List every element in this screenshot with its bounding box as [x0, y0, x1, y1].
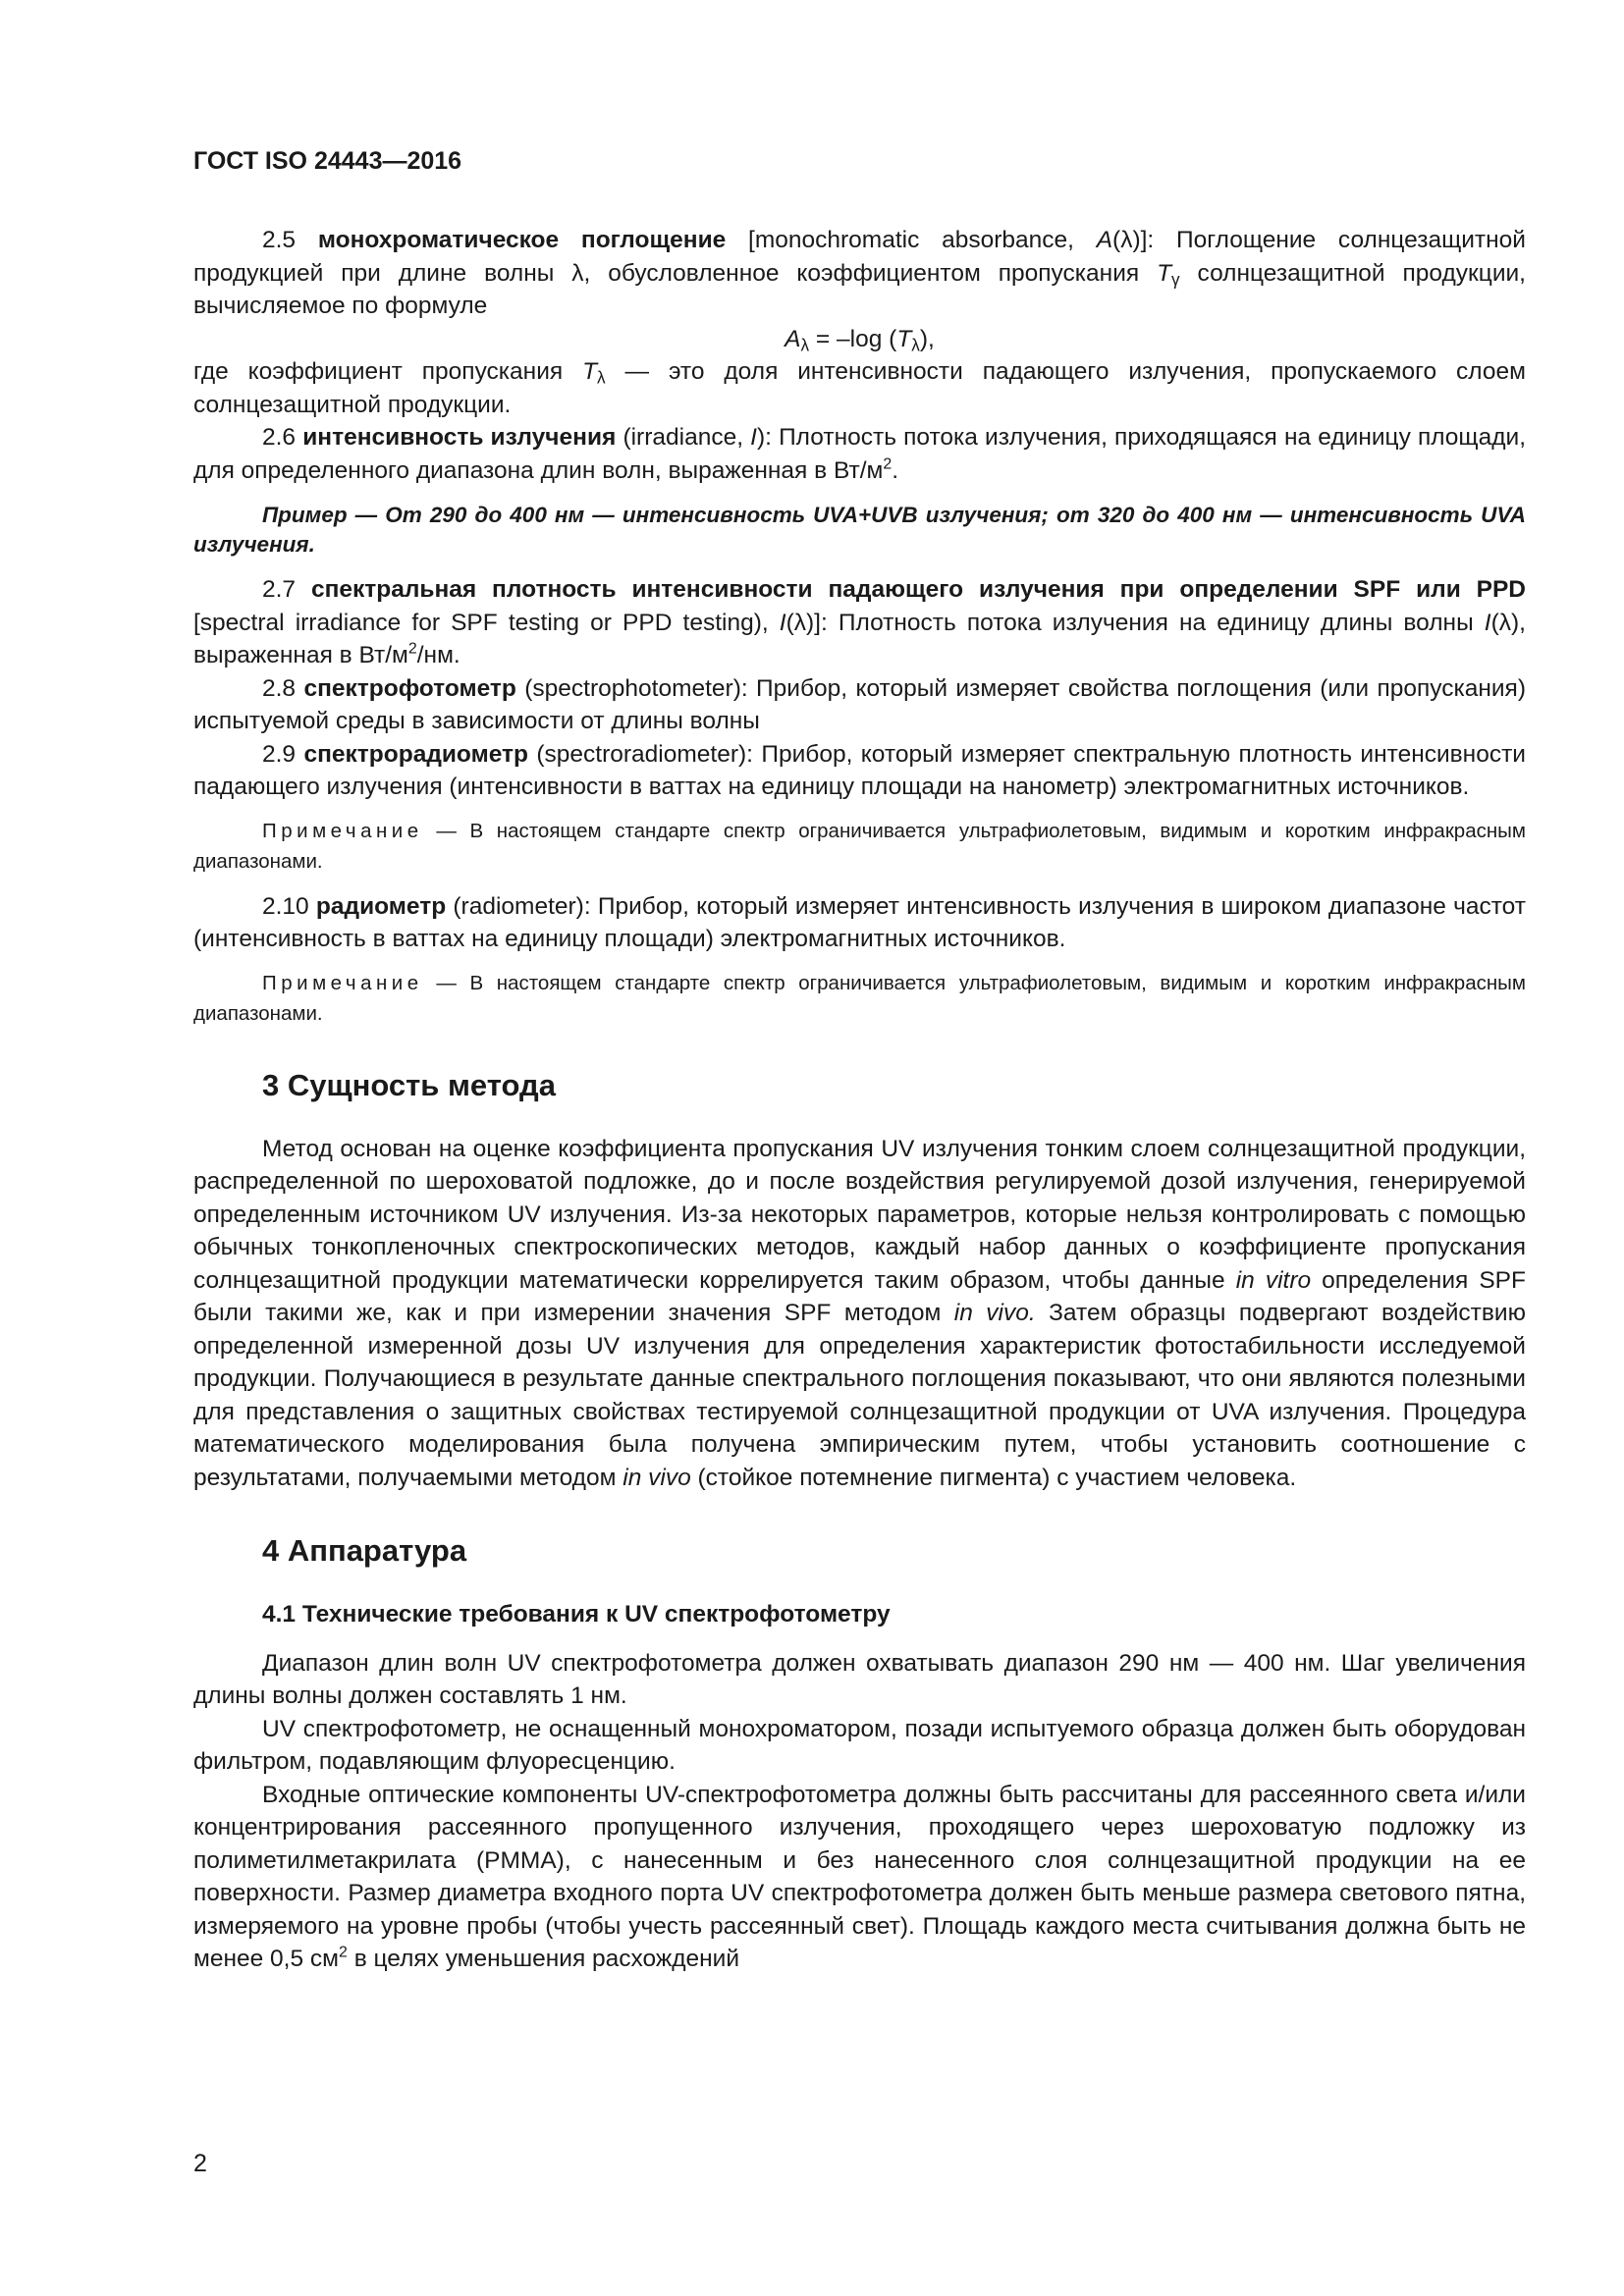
text: (λ)]: Плотность потока излучения на единицу длины волны [785, 609, 1485, 636]
clause-2-10 [193, 890, 1526, 956]
text: . [892, 456, 899, 484]
symbol: T [1157, 259, 1172, 287]
clause-number: 2.9 [262, 740, 297, 768]
text: /нм. [416, 642, 460, 668]
subscript: λ [911, 334, 920, 354]
subscript: λ [800, 334, 810, 354]
clause-2-9 [193, 738, 1526, 804]
clause-2-8 [193, 672, 1526, 738]
clause-number: 2.6 [262, 424, 297, 451]
clause-number: 2.10 [262, 892, 309, 920]
clause-2-6 [193, 421, 1526, 487]
clause-number: 2.5 [262, 227, 297, 253]
text: [spectral irradiance for SPF testing or PPD testing), [193, 609, 780, 636]
symbol: A [1096, 227, 1113, 253]
subscript: λ [597, 367, 606, 388]
section-4-1-paragraph-3 [193, 1779, 1526, 1976]
term: монохроматическое поглощение [317, 227, 727, 253]
superscript: 2 [407, 640, 417, 658]
text: Затем образцы подвергают воздействию определенной измеренной дозы UV излучения для определения характеристик фотостабильности исследуемой продукции. Получающиеся в результате данные спектрального поглощения показывают, что они являются полезными для представления о защитных свойствах тестируемой солнцезащитной продукции от UVA излучения. Процедура математического моделирования была получена эмпирическим путем, чтобы установить соотношение с результатами, получаемыми методом [193, 1300, 1527, 1491]
symbol: I [779, 609, 786, 636]
text: = –log ( [809, 325, 897, 352]
page-number: 2 [193, 2150, 207, 2177]
section-4-1-paragraph-1: Диапазон длин волн UV спектрофотометра должен охватывать диапазон 290 нм — 400 нм. Шаг увеличения длины волны должен составлять 1 нм. [193, 1649, 1526, 1709]
text: (λ), выраженная в Вт/м [193, 609, 1526, 668]
term: спектральная плотность интенсивности падающего излучения при определении SPF или PPD [310, 576, 1526, 603]
subscript: γ [1171, 268, 1180, 289]
note-2-10 [193, 968, 1526, 1029]
text: ), [919, 325, 935, 352]
text: (radiometer): Прибор, который измеряет интенсивность излучения в широком диапазоне частот (интенсивность в ваттах на единицу площади) электромагнитных источников. [193, 892, 1526, 952]
text: определения SPF были такими же, как и при измерении значения SPF методом [193, 1266, 1526, 1326]
term: спектрорадиометр [303, 740, 528, 768]
symbol: I [1484, 609, 1491, 636]
page-content [193, 224, 1526, 1976]
text: (стойкое потемнение пигмента) с участием человека. [690, 1464, 1297, 1491]
clause-number: 2.7 [262, 576, 297, 603]
clause-2-7 [193, 573, 1526, 672]
italic-term: in vitro [1235, 1266, 1312, 1294]
superscript: 2 [339, 1944, 348, 1961]
text: — это доля интенсивности падающего излучения, пропускаемого слоем солнцезащитной продукции. [193, 358, 1526, 418]
italic-term: in vivo [623, 1464, 691, 1491]
text: (spectroradiometer): Прибор, который измеряет спектральную плотность интенсивности падающего излучения (интенсивности в ваттах на единицу площади на нанометр) электромагнитных источников. [193, 740, 1526, 800]
formula-explanation [193, 355, 1526, 421]
text: (λ)]: Поглощение солнцезащитной продукцией при длине волны λ, обусловленное коэффициентом пропускания [193, 227, 1526, 287]
superscript: 2 [883, 454, 893, 472]
symbol: I [750, 424, 757, 451]
formula-absorbance [193, 323, 1526, 356]
section-heading-4: 4 Аппаратура [262, 1533, 467, 1568]
text: ): Плотность потока излучения, приходящаяся на единицу площади, для определенного диапазона длин волн, выраженная в Вт/м [193, 424, 1527, 484]
note-label: Примечание [262, 819, 423, 842]
text: [monochromatic absorbance, [726, 227, 1097, 253]
term: радиометр [315, 892, 447, 920]
example-2-6: Пример — От 290 до 400 нм — интенсивность UVA+UVB излучения; от 320 до 400 нм — интенсивность UVA излучения. [193, 503, 1526, 557]
text: — В настоящем стандарте спектр ограничивается ультрафиолетовым, видимым и коротким инфракрасным диапазонами. [193, 819, 1526, 873]
clause-2-5 [193, 224, 1526, 323]
symbol: T [582, 358, 598, 385]
section-3-paragraph [193, 1133, 1526, 1495]
note-label: Примечание [262, 971, 423, 994]
subsection-heading-4-1: 4.1 Технические требования к UV спектрофотометру [262, 1601, 891, 1628]
text: (irradiance, [616, 424, 751, 451]
text: в целях уменьшения расхождений [347, 1946, 740, 1972]
text: — В настоящем стандарте спектр ограничивается ультрафиолетовым, видимым и коротким инфракрасным диапазонами. [193, 971, 1526, 1025]
note-2-9 [193, 816, 1526, 877]
text: Метод основан на оценке коэффициента пропускания UV излучения тонким слоем солнцезащитной продукции, распределенной по шероховатой подложке, до и после воздействия регулируемой дозой излучения, генерируемой определенным источником UV излучения. Из-за некоторых параметров, которые нельзя контролировать с помощью обычных тонкопленочных спектроскопических методов, каждый набор данных о коэффициенте пропускания солнцезащитной продукции математически коррелируется таким образом, чтобы данные [193, 1135, 1526, 1294]
symbol: T [896, 325, 912, 352]
section-heading-3: 3 Сущность метода [262, 1067, 556, 1102]
italic-term: in vivo. [953, 1300, 1036, 1326]
text: (spectrophotometer): Прибор, который измеряет свойства поглощения (или пропускания) испытуемой среды в зависимости от длины волны [193, 674, 1526, 734]
text: солнцезащитной продукции, вычисляемое по формуле [193, 259, 1526, 319]
symbol: A [785, 325, 801, 352]
text: где коэффициент пропускания [193, 358, 583, 385]
document-code-header: ГОСТ ISO 24443—2016 [193, 147, 462, 175]
clause-number: 2.8 [262, 674, 297, 702]
section-4-1-paragraph-2: UV спектрофотометр, не оснащенный монохроматором, позади испытуемого образца должен быть оборудован фильтром, подавляющим флуоресценцию. [193, 1715, 1526, 1775]
text: Входные оптические компоненты UV-спектрофотометра должны быть рассчитаны для рассеянного света и/или концентрирования рассеянного пропущенного излучения, проходящего через шероховатую подложку из полиметилметакрилата (PMMA), с нанесенным и без нанесенного слоя солнцезащитной продукции на ее поверхности. Размер диаметра входного порта UV спектрофотометра должен быть меньше размера светового пятна, измеряемого на уровне пробы (чтобы учесть рассеянный свет). Площадь каждого места считывания должна быть не менее 0,5 см [193, 1781, 1526, 1972]
term: интенсивность излучения [302, 424, 617, 451]
term: спектрофотометр [303, 674, 516, 702]
